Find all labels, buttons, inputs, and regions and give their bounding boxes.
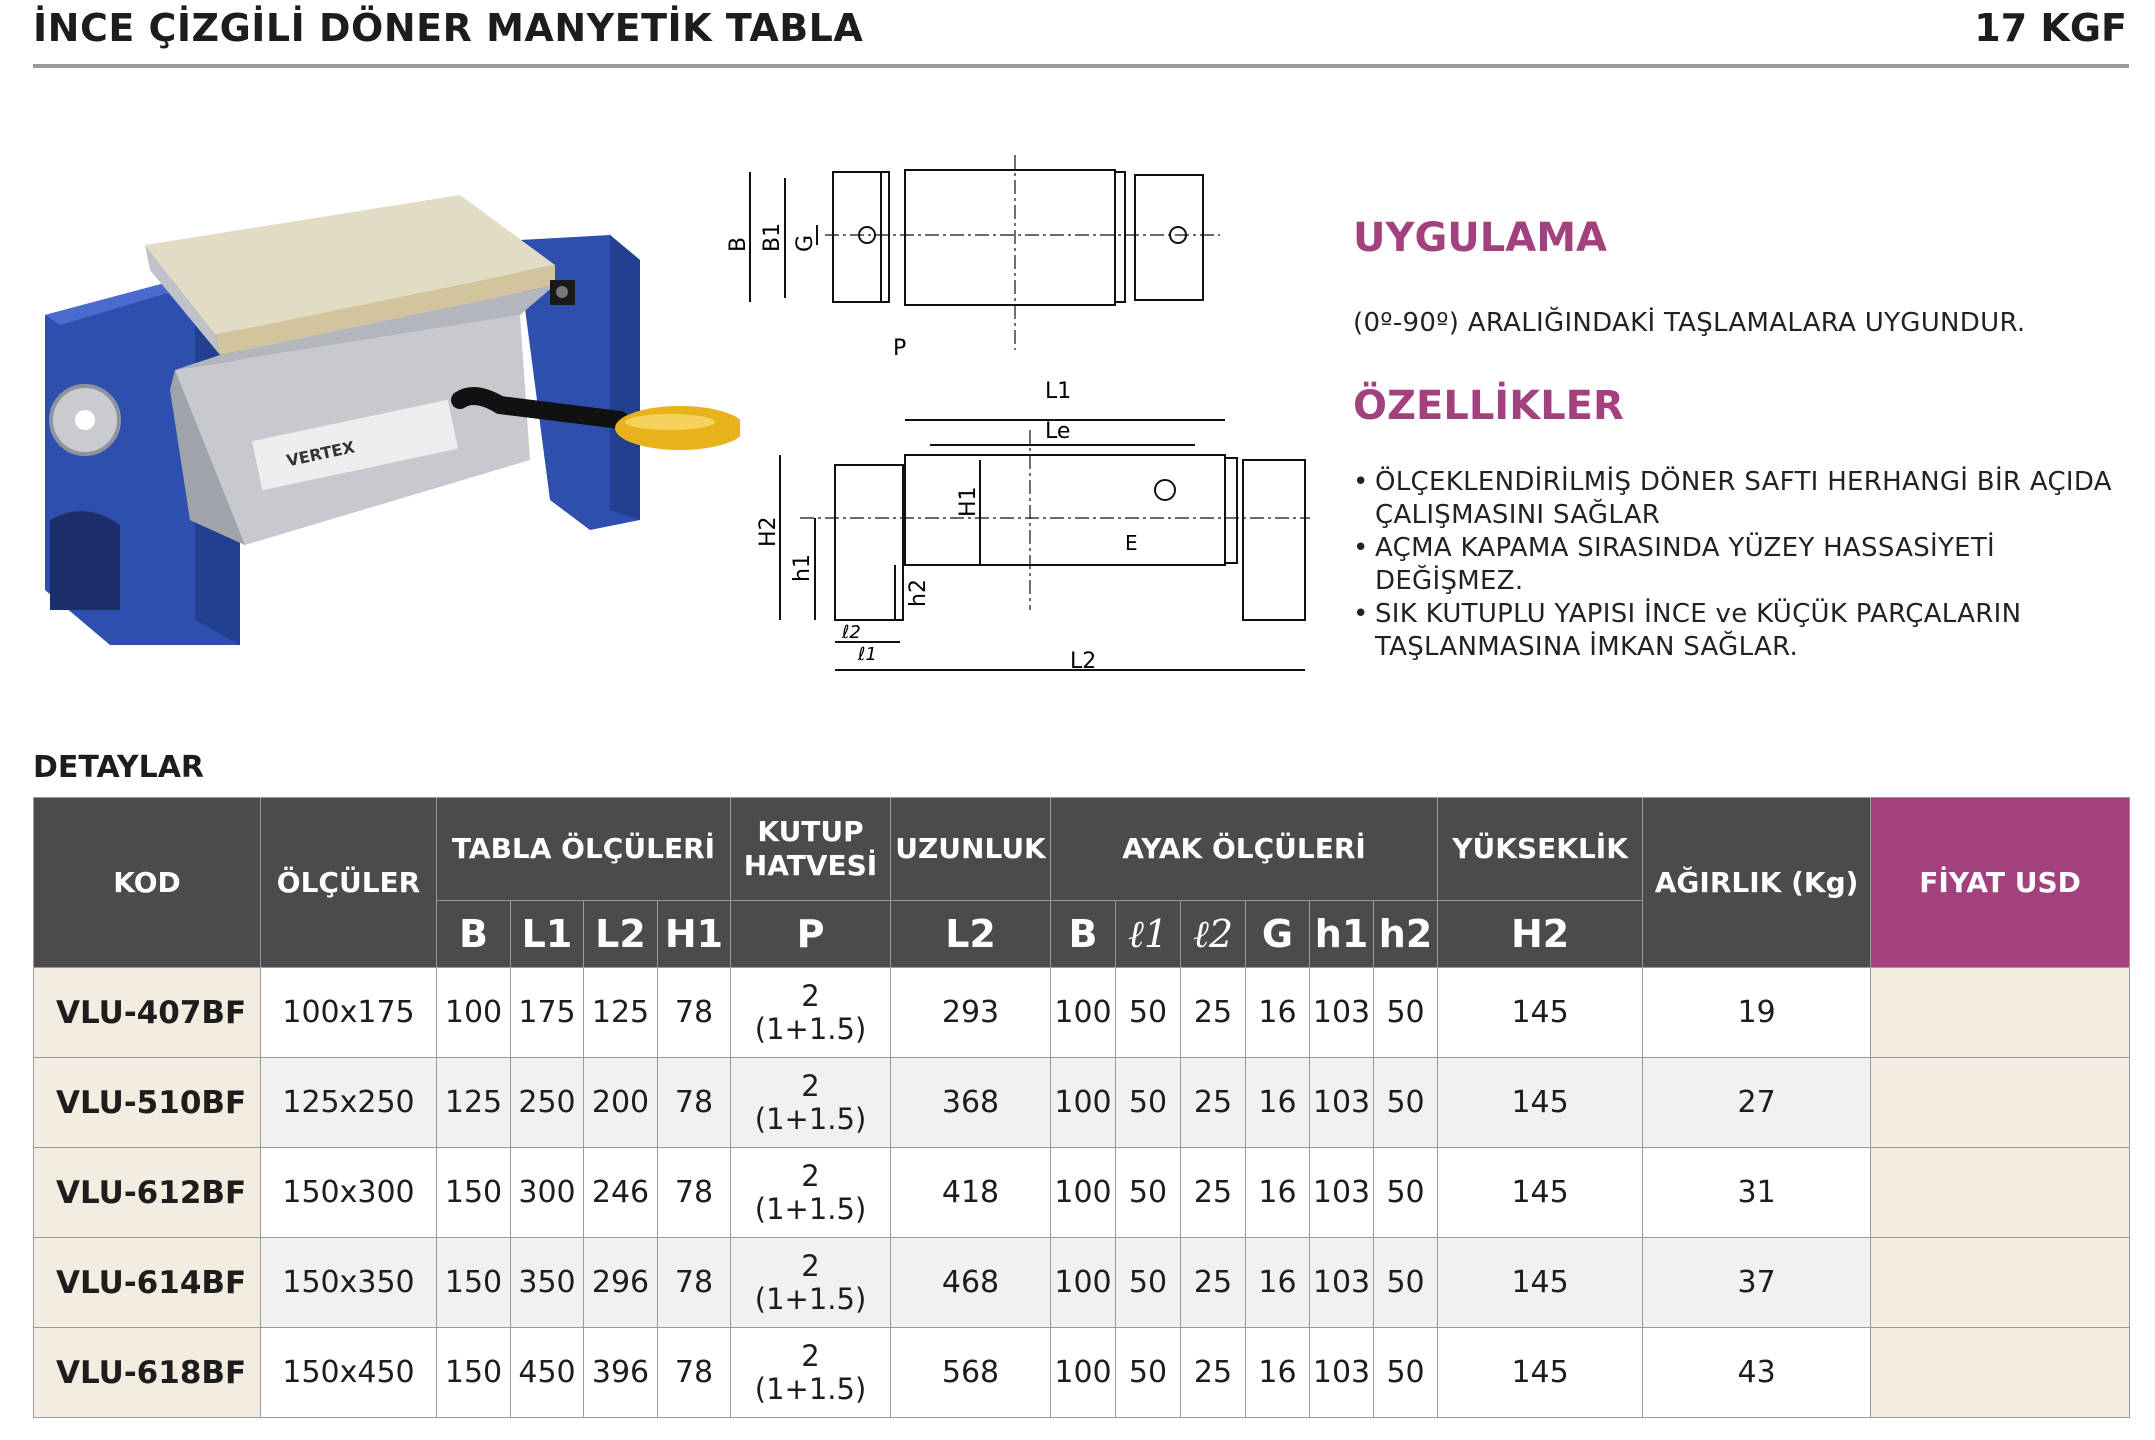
application-text: (0º-90º) ARALIĞINDAKİ TAŞLAMALARA UYGUNDUR. [1353, 308, 2026, 338]
cell-kod: VLU-407BF [34, 968, 261, 1058]
cell-olculer: 150x300 [261, 1148, 437, 1238]
table-row [34, 1148, 2130, 1238]
cell: 50 [1374, 968, 1438, 1058]
sub-header: h1 [1310, 901, 1374, 968]
cell: 37 [1643, 1238, 1871, 1328]
cell: 145 [1438, 1238, 1643, 1328]
cell: 200 [584, 1058, 658, 1148]
details-title: DETAYLAR [33, 750, 205, 785]
cell-olculer: 100x175 [261, 968, 437, 1058]
cell-kod: VLU-618BF [34, 1328, 261, 1418]
cell-p: 2 (1+1.5) [731, 1238, 891, 1328]
sub-header: ℓ2 [1181, 901, 1246, 968]
cell-kod: VLU-612BF [34, 1148, 261, 1238]
cell: 103 [1310, 1328, 1374, 1418]
svg-text:h2: h2 [906, 579, 931, 607]
bullet: • [1353, 533, 1369, 563]
bullet: • [1353, 467, 1369, 497]
cell: 246 [584, 1148, 658, 1238]
svg-text:h1: h1 [790, 554, 815, 582]
cell: 296 [584, 1238, 658, 1328]
application-title: UYGULAMA [1353, 215, 1607, 261]
cell-price [1871, 1148, 2130, 1238]
svg-text:P: P [893, 336, 907, 360]
cell: 50 [1116, 1058, 1181, 1148]
cell-price [1871, 1328, 2130, 1418]
cell: 150 [437, 1238, 511, 1328]
bullet: • [1353, 599, 1369, 629]
table-row [34, 968, 2130, 1058]
cell-price [1871, 968, 2130, 1058]
spec-table [33, 797, 2130, 1418]
col-fiyat: FİYAT USD [1871, 798, 2130, 968]
cell-price [1871, 1058, 2130, 1148]
sub-header: L2 [584, 901, 658, 968]
cell: 125 [437, 1058, 511, 1148]
cell: 100 [437, 968, 511, 1058]
sub-header: B [1051, 901, 1116, 968]
cell: 100 [1051, 1328, 1116, 1418]
feature-item: • AÇMA KAPAMA SIRASINDA YÜZEY HASSASİYETİ DEĞİŞMEZ. [1353, 533, 1996, 596]
cell: 145 [1438, 968, 1643, 1058]
cell: 78 [658, 1238, 731, 1328]
features-title: ÖZELLİKLER [1353, 383, 1624, 429]
col-kod: KOD [34, 798, 261, 968]
cell: 19 [1643, 968, 1871, 1058]
cell: 350 [511, 1238, 584, 1328]
capacity-label: 17 KGF [1974, 6, 2127, 50]
svg-text:G: G [793, 234, 818, 252]
sub-header: H2 [1438, 901, 1643, 968]
cell: 16 [1246, 1148, 1310, 1238]
cell: 25 [1181, 968, 1246, 1058]
cell: 25 [1181, 1058, 1246, 1148]
cell: 418 [891, 1148, 1051, 1238]
cell: 368 [891, 1058, 1051, 1148]
svg-text:H2: H2 [756, 516, 781, 547]
cell-p: 2 (1+1.5) [731, 1328, 891, 1418]
cell: 100 [1051, 1148, 1116, 1238]
table-row [34, 1238, 2130, 1328]
page-title: İNCE ÇİZGİLİ DÖNER MANYETİK TABLA [33, 6, 864, 50]
vertex-logo: VERTEX [284, 437, 357, 471]
product-photo [30, 190, 740, 650]
sub-header: G [1246, 901, 1310, 968]
cell: 78 [658, 968, 731, 1058]
cell: 78 [658, 1058, 731, 1148]
cell: 250 [511, 1058, 584, 1148]
cell: 25 [1181, 1148, 1246, 1238]
feature-item: • SIK KUTUPLU YAPISI İNCE ve KÜÇÜK PARÇALARIN TAŞLANMASINA İMKAN SAĞLAR. [1353, 599, 2022, 662]
cell: 50 [1374, 1148, 1438, 1238]
header-divider [33, 64, 2129, 68]
cell: 50 [1374, 1058, 1438, 1148]
cell-kod: VLU-510BF [34, 1058, 261, 1148]
cell-kod: VLU-614BF [34, 1238, 261, 1328]
cell: 78 [658, 1328, 731, 1418]
svg-text:H1: H1 [956, 486, 981, 517]
sub-header: P [731, 901, 891, 968]
cell: 103 [1310, 1238, 1374, 1328]
cell: 293 [891, 968, 1051, 1058]
cell-olculer: 150x350 [261, 1238, 437, 1328]
svg-text:ℓ1: ℓ1 [858, 644, 877, 665]
cell: 50 [1116, 1328, 1181, 1418]
col-uzunluk: UZUNLUK [891, 798, 1051, 901]
svg-text:Le: Le [1045, 419, 1071, 444]
cell: 50 [1116, 1148, 1181, 1238]
cell: 43 [1643, 1328, 1871, 1418]
cell: 78 [658, 1148, 731, 1238]
svg-text:L2: L2 [1070, 649, 1097, 674]
col-agirlik: AĞIRLIK (Kg) [1643, 798, 1871, 968]
cell: 396 [584, 1328, 658, 1418]
col-yukseklik: YÜKSEKLİK [1438, 798, 1643, 901]
cell: 16 [1246, 968, 1310, 1058]
feature-item: • ÖLÇEKLENDİRİLMİŞ DÖNER SAFTI HERHANGİ BİR AÇIDA ÇALIŞMASINI SAĞLAR [1353, 467, 2112, 530]
cell: 100 [1051, 968, 1116, 1058]
features-list [1353, 466, 2143, 664]
cell: 103 [1310, 1148, 1374, 1238]
cell-olculer: 150x450 [261, 1328, 437, 1418]
svg-text:B: B [726, 236, 751, 252]
sub-header: ℓ1 [1116, 901, 1181, 968]
sub-header: B [437, 901, 511, 968]
cell: 27 [1643, 1058, 1871, 1148]
cell: 31 [1643, 1148, 1871, 1238]
svg-text:ℓ2: ℓ2 [842, 622, 861, 643]
cell-p: 2 (1+1.5) [731, 968, 891, 1058]
col-ayak: AYAK ÖLÇÜLERİ [1051, 798, 1438, 901]
cell: 150 [437, 1148, 511, 1238]
cell: 125 [584, 968, 658, 1058]
drawing-top-view [725, 150, 1325, 360]
cell: 100 [1051, 1238, 1116, 1328]
cell: 50 [1374, 1238, 1438, 1328]
cell: 145 [1438, 1328, 1643, 1418]
drawing-side-view [740, 370, 1320, 690]
cell: 25 [1181, 1238, 1246, 1328]
sub-header: L1 [511, 901, 584, 968]
cell: 100 [1051, 1058, 1116, 1148]
cell: 175 [511, 968, 584, 1058]
sub-header: L2 [891, 901, 1051, 968]
cell: 145 [1438, 1058, 1643, 1148]
svg-text:E: E [1125, 531, 1138, 555]
cell: 50 [1116, 968, 1181, 1058]
cell: 16 [1246, 1328, 1310, 1418]
cell: 25 [1181, 1328, 1246, 1418]
cell: 103 [1310, 1058, 1374, 1148]
col-tabla: TABLA ÖLÇÜLERİ [437, 798, 731, 901]
sub-header: H1 [658, 901, 731, 968]
cell: 16 [1246, 1058, 1310, 1148]
cell: 300 [511, 1148, 584, 1238]
cell-price [1871, 1238, 2130, 1328]
col-kutup: KUTUP HATVESİ [731, 798, 891, 901]
svg-text:B1: B1 [760, 222, 785, 252]
cell-olculer: 125x250 [261, 1058, 437, 1148]
cell-p: 2 (1+1.5) [731, 1148, 891, 1238]
cell: 145 [1438, 1148, 1643, 1238]
cell: 50 [1374, 1328, 1438, 1418]
cell: 568 [891, 1328, 1051, 1418]
svg-text:L1: L1 [1045, 379, 1072, 404]
cell: 150 [437, 1328, 511, 1418]
col-olculer: ÖLÇÜLER [261, 798, 437, 968]
cell: 450 [511, 1328, 584, 1418]
sub-header: h2 [1374, 901, 1438, 968]
cell: 103 [1310, 968, 1374, 1058]
cell: 16 [1246, 1238, 1310, 1328]
cell: 50 [1116, 1238, 1181, 1328]
cell-p: 2 (1+1.5) [731, 1058, 891, 1148]
table-row [34, 1328, 2130, 1418]
cell: 468 [891, 1238, 1051, 1328]
table-row [34, 1058, 2130, 1148]
